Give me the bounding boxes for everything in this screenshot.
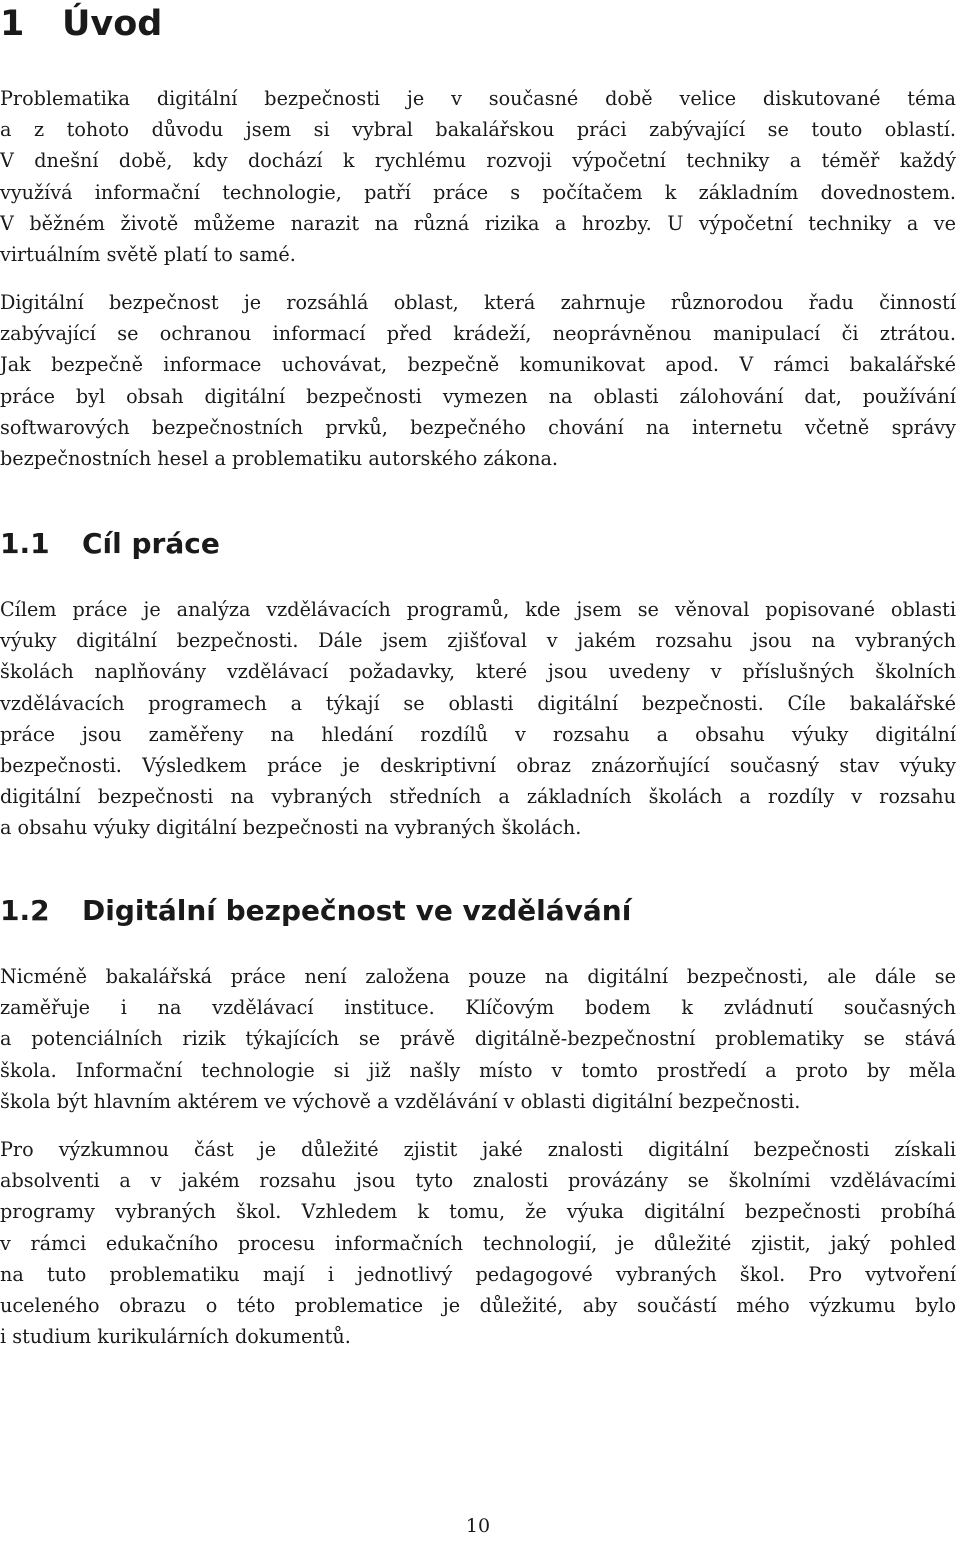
chapter-title: Úvod <box>62 4 163 44</box>
text-line: uceleného obrazu o této problematice je důležité, aby součástí mého výzkumu bylo <box>0 1294 956 1318</box>
text-line: absolventi a v jakém rozsahu jsou tyto znalosti provázány se školními vzdělávacími <box>0 1169 956 1193</box>
section-number: 1.2 <box>0 894 50 927</box>
text-line: využívá informační technologie, patří práce s počítačem k základním dovednostem. <box>0 180 956 204</box>
text-line: programy vybraných škol. Vzhledem k tomu, že výuka digitální bezpečnosti probíhá <box>0 1200 956 1224</box>
text-line: škola být hlavním aktérem ve výchově a vzdělávání v oblasti digitální bezpečnosti. <box>0 1089 801 1113</box>
paragraph <box>0 594 956 844</box>
text-line: a z tohoto důvodu jsem si vybral bakalářskou práci zabývající se touto oblastí. <box>0 118 956 142</box>
text-line: práce byl obsah digitální bezpečnosti vymezen na oblasti zálohování dat, používání <box>0 384 956 408</box>
text-line: práce jsou zaměřeny na hledání rozdílů v rozsahu a obsahu výuky digitální <box>0 722 956 746</box>
text-line: Jak bezpečně informace uchovávat, bezpečně komunikovat apod. V rámci bakalářské <box>0 353 956 377</box>
text-line: bezpečnosti. Výsledkem práce je deskriptivní obraz znázorňující současný stav výuky <box>0 754 956 778</box>
text-line: a obsahu výuky digitální bezpečnosti na vybraných školách. <box>0 816 582 840</box>
text-line: Nicméně bakalářská práce není založena pouze na digitální bezpečnosti, ale dále se <box>0 965 956 988</box>
text-line: bezpečnostních hesel a problematiku autorského zákona. <box>0 447 559 471</box>
text-line: softwarových bezpečnostních prvků, bezpečného chování na internetu včetně správy <box>0 415 956 439</box>
chapter-number: 1 <box>0 4 25 44</box>
text-line: zaměřuje i na vzdělávací instituce. Klíčovým bodem k zvládnutí současných <box>0 996 956 1020</box>
text-line: škola. Informační technologie si již našly místo v tomto prostředí a proto by měla <box>0 1058 956 1082</box>
text-line: a potenciálních rizik týkajících se právě digitálně-bezpečnostní problematiky se stává <box>0 1027 956 1051</box>
text-line: i studium kurikulárních dokumentů. <box>0 1325 351 1349</box>
section-title: Digitální bezpečnost ve vzdělávání <box>82 894 632 927</box>
paragraph <box>0 1134 956 1352</box>
text-line: V běžném životě můžeme narazit na různá rizika a hrozby. U výpočetní techniky a ve <box>0 211 956 235</box>
paragraph <box>0 961 956 1117</box>
text-line: vzdělávacích programech a týkají se oblasti digitální bezpečnosti. Cíle bakalářské <box>0 691 956 715</box>
paragraph <box>0 287 956 474</box>
section-heading <box>0 526 220 562</box>
section-title: Cíl práce <box>82 527 220 560</box>
text-line: výuky digitální bezpečnosti. Dále jsem zjišťoval v jakém rozsahu jsou na vybraných <box>0 629 956 653</box>
section-heading <box>0 893 631 929</box>
text-line: školách naplňovány vzdělávací požadavky, které jsou uvedeny v příslušných školních <box>0 660 956 684</box>
text-line: na tuto problematiku mají i jednotlivý pedagogové vybraných škol. Pro vytvoření <box>0 1262 956 1286</box>
text-line: Problematika digitální bezpečnosti je v současné době velice diskutované téma <box>0 87 956 110</box>
page-number: 10 <box>465 1515 491 1537</box>
text-line: V dnešní době, kdy dochází k rychlému rozvoji výpočetní techniky a téměř každý <box>0 149 956 173</box>
section-number: 1.1 <box>0 527 50 560</box>
text-line: digitální bezpečnosti na vybraných středních a základních školách a rozdíly v rozsahu <box>0 785 956 809</box>
text-line: zabývající se ochranou informací před krádeží, neoprávněnou manipulací či ztrátou. <box>0 322 956 346</box>
text-line: Digitální bezpečnost je rozsáhlá oblast, která zahrnuje různorodou řadu činností <box>0 291 956 314</box>
text-line: Pro výzkumnou část je důležité zjistit jaké znalosti digitální bezpečnosti získali <box>0 1138 956 1161</box>
paragraph <box>0 83 956 270</box>
chapter-heading <box>0 2 162 46</box>
text-line: Cílem práce je analýza vzdělávacích programů, kde jsem se věnoval popisované oblasti <box>0 598 956 621</box>
text-line: v rámci edukačního procesu informačních technologií, je důležité zjistit, jaký pohled <box>0 1231 956 1255</box>
text-line: virtuálním světě platí to samé. <box>0 243 296 267</box>
